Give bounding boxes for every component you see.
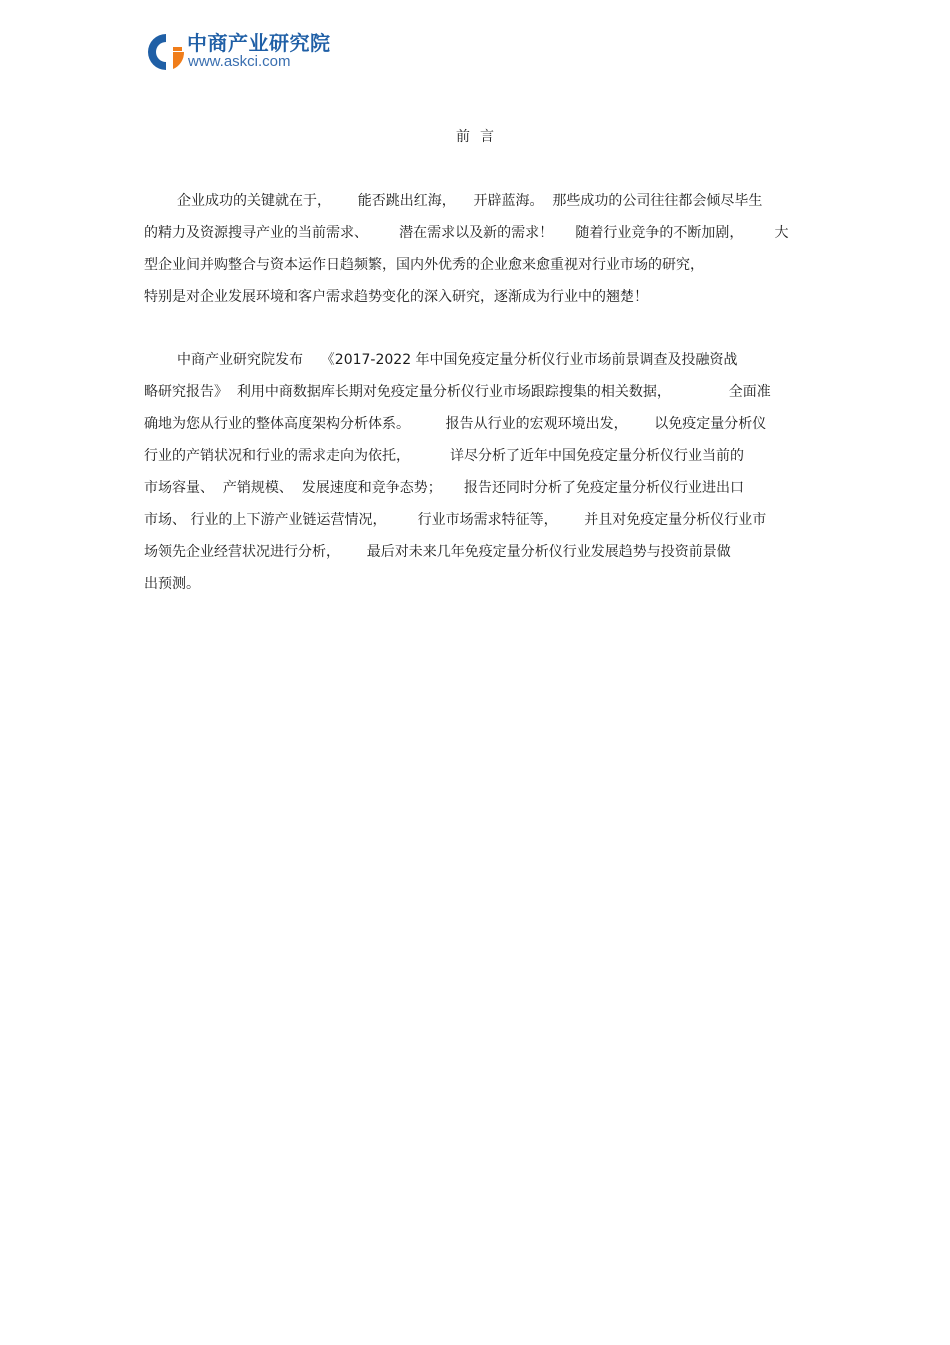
paragraph-line: 的精力及资源搜寻产业的当前需求、 潜在需求以及新的需求！ 随着行业竞争的不断加剧， 大 bbox=[144, 225, 789, 241]
page-title: 前言 bbox=[456, 129, 504, 145]
paragraph-line: 略研究报告》 利用中商数据库长期对免疫定量分析仪行业市场跟踪搜集的相关数据， 全面准 bbox=[144, 384, 771, 400]
paragraph-line: 场领先企业经营状况进行分析， 最后对未来几年免疫定量分析仪行业发展趋势与投资前景做 bbox=[144, 544, 731, 560]
paragraph-line: 市场、 行业的上下游产业链运营情况， 行业市场需求特征等， 并且对免疫定量分析仪行业市 bbox=[144, 512, 767, 528]
paragraph-line: 特别是对企业发展环境和客户需求趋势变化的深入研究，逐渐成为行业中的翘楚！ bbox=[144, 289, 648, 305]
company-logo bbox=[146, 28, 346, 76]
logo-mark-icon bbox=[146, 30, 186, 74]
intro-paragraph-1 bbox=[144, 185, 814, 313]
paragraph-line: 行业的产销状况和行业的需求走向为依托， 详尽分析了近年中国免疫定量分析仪行业当前的 bbox=[144, 448, 745, 464]
paragraph-line: 确地为您从行业的整体高度架构分析体系。 报告从行业的宏观环境出发， 以免疫定量分析仪 bbox=[144, 416, 767, 432]
paragraph-line: 企业成功的关键就在于， 能否跳出红海， 开辟蓝海。 那些成功的公司往往都会倾尽毕生 bbox=[177, 193, 763, 209]
intro-paragraph-2 bbox=[144, 344, 814, 600]
paragraph-line: 市场容量、 产销规模、 发展速度和竞争态势； 报告还同时分析了免疫定量分析仪行业进出口 bbox=[144, 480, 745, 496]
paragraph-line: 中商产业研究院发布 《2017-2022 年中国免疫定量分析仪行业市场前景调查及投融资战 bbox=[177, 352, 738, 368]
logo-website-url: www.askci.com bbox=[188, 53, 291, 70]
logo-company-name: 中商产业研究院 bbox=[187, 31, 331, 55]
paragraph-line: 型企业间并购整合与资本运作日趋频繁，国内外优秀的企业愈来愈重视对行业市场的研究， bbox=[144, 257, 704, 273]
paragraph-line: 出预测。 bbox=[144, 576, 200, 592]
